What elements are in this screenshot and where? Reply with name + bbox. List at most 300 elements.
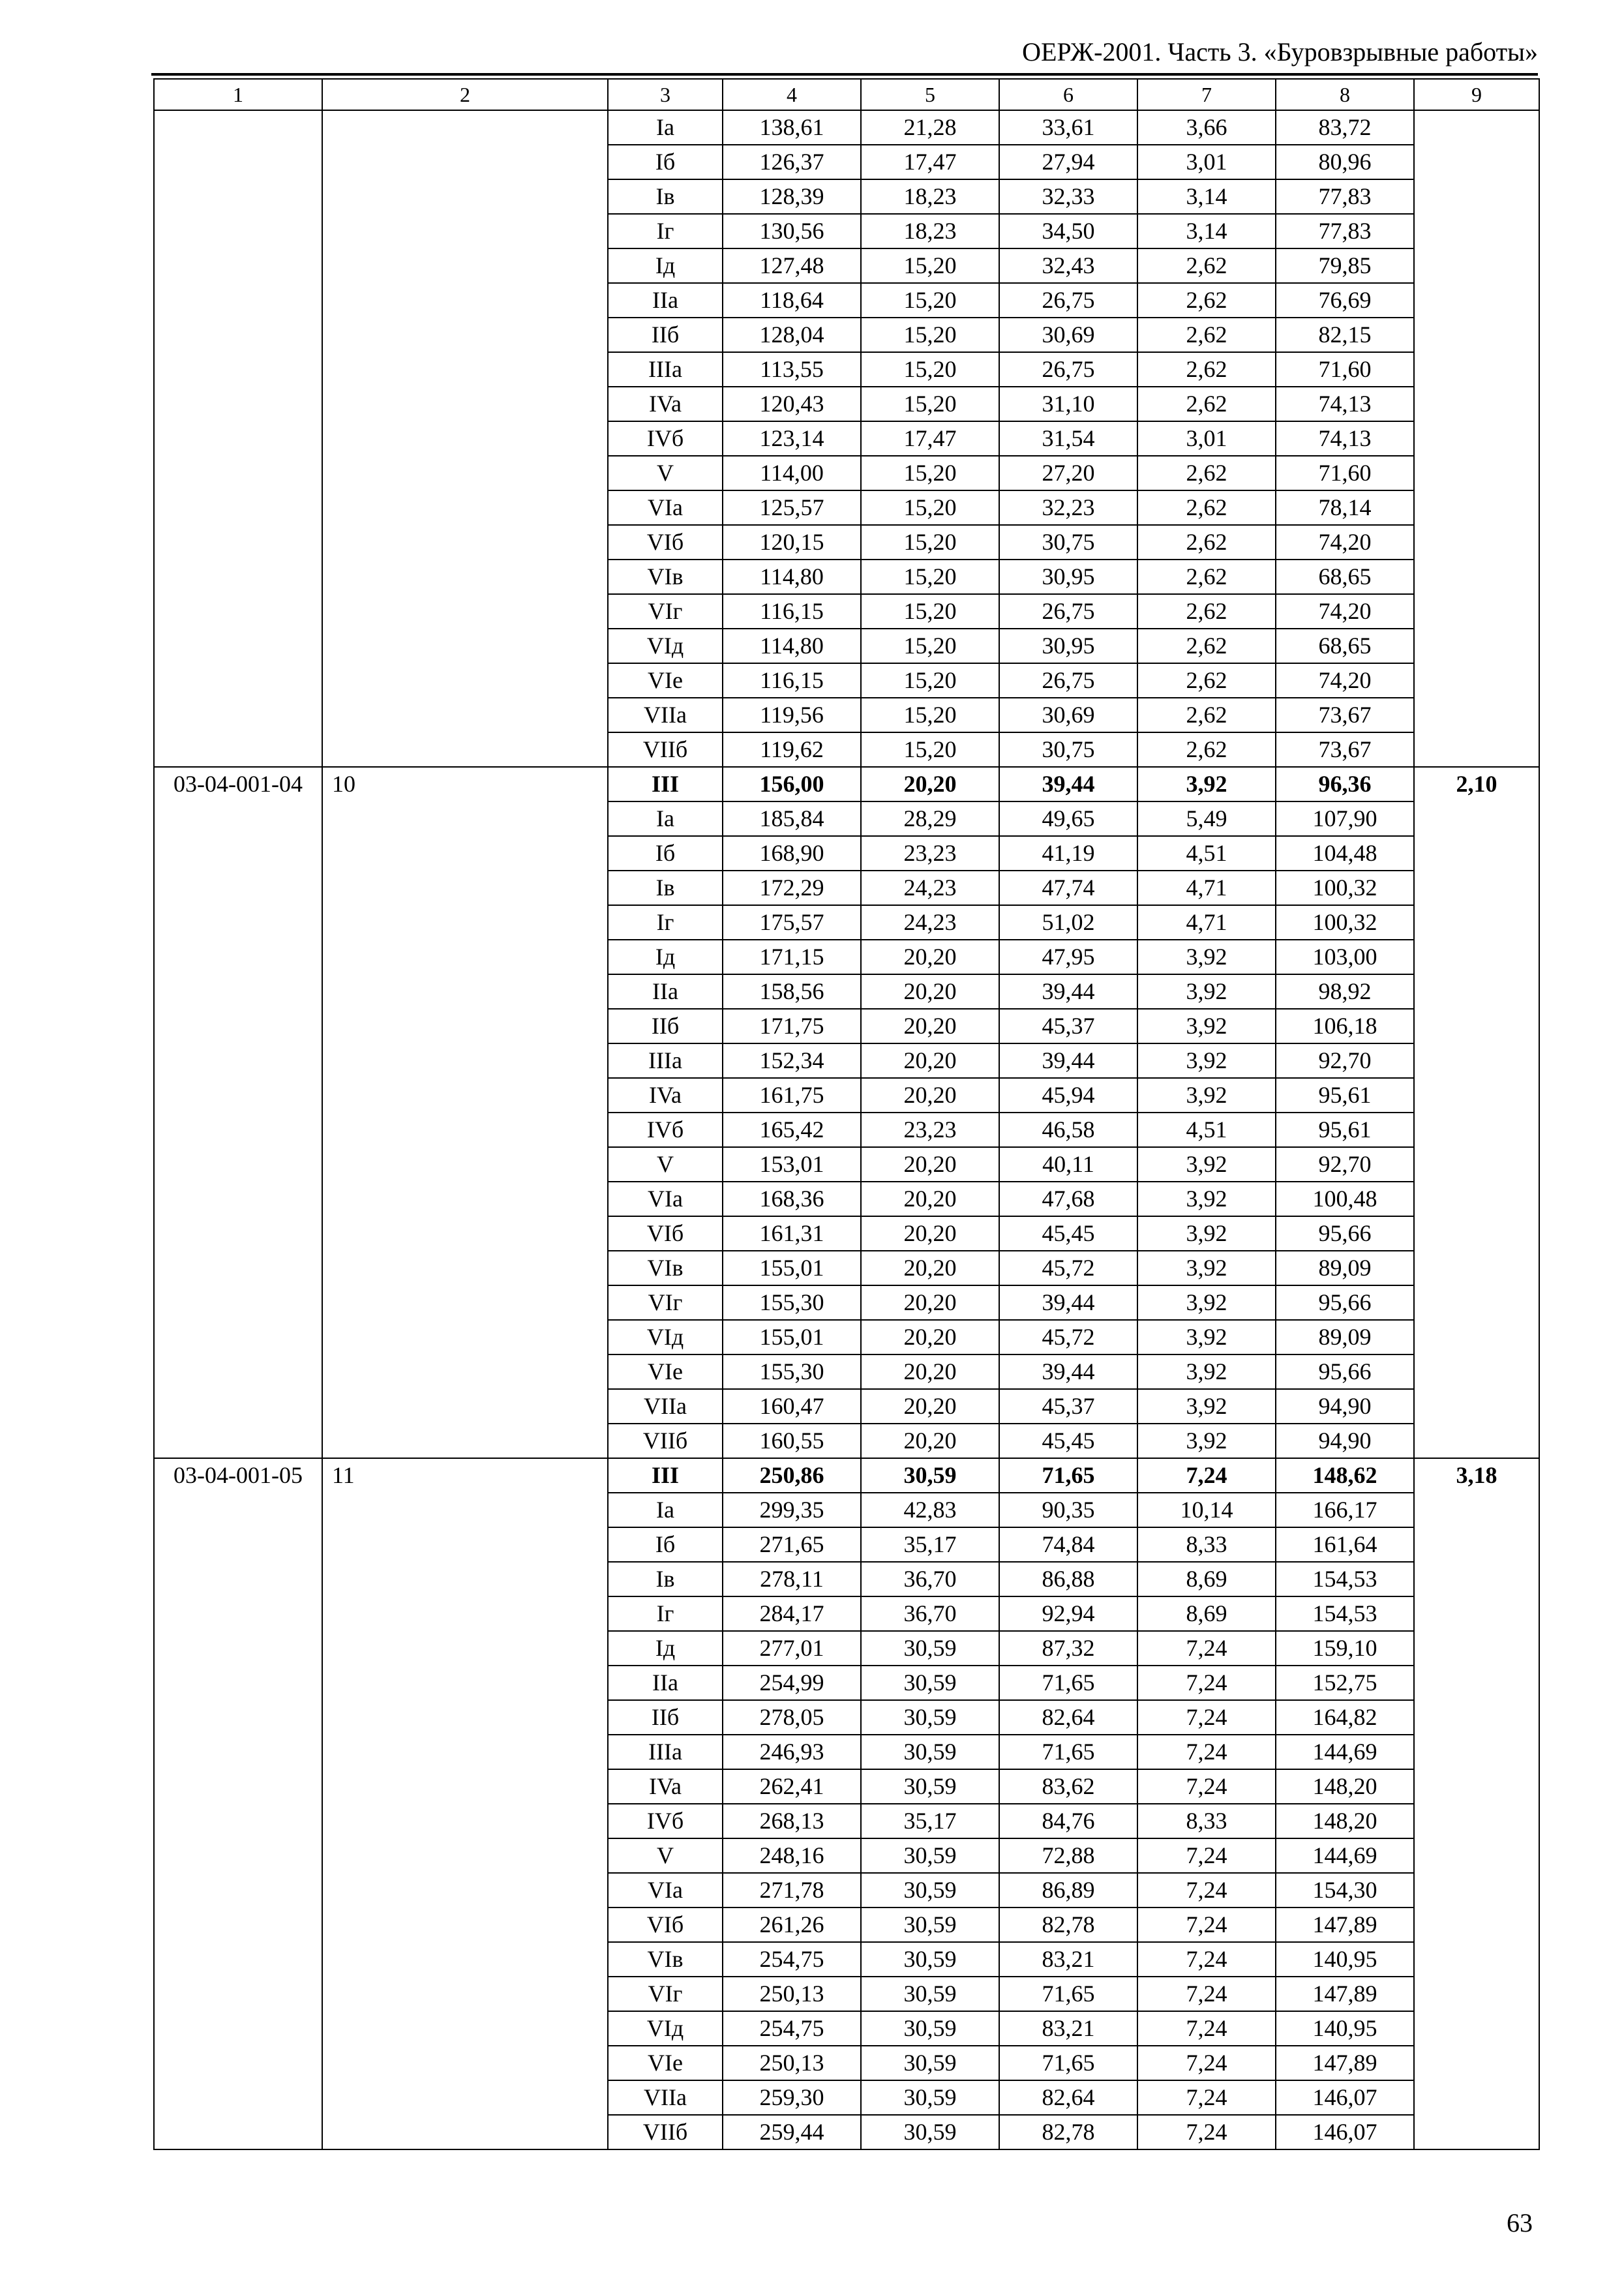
- value-cell: 148,62: [1276, 1458, 1414, 1493]
- value-cell: 159,10: [1276, 1631, 1414, 1666]
- value-cell: 73,67: [1276, 698, 1414, 732]
- category-cell: IVб: [608, 421, 723, 456]
- value-cell: 83,21: [999, 2011, 1137, 2046]
- value-cell: 3,92: [1137, 940, 1276, 974]
- value-cell: 156,00: [723, 767, 861, 801]
- value-cell: 116,15: [723, 594, 861, 629]
- value-cell: 39,44: [999, 974, 1137, 1009]
- value-cell: 2,62: [1137, 490, 1276, 525]
- value-cell: 18,23: [861, 179, 999, 214]
- value-cell: 95,66: [1276, 1216, 1414, 1251]
- value-cell: 254,75: [723, 1942, 861, 1977]
- value-cell: 73,67: [1276, 732, 1414, 767]
- value-cell: 127,48: [723, 248, 861, 283]
- rate-number: 10: [322, 767, 608, 1458]
- value-cell: 45,37: [999, 1009, 1137, 1043]
- value-cell: 3,92: [1137, 1078, 1276, 1113]
- value-cell: 3,92: [1137, 1320, 1276, 1354]
- value-cell: 126,37: [723, 145, 861, 179]
- value-cell: 94,90: [1276, 1389, 1414, 1424]
- value-cell: 28,29: [861, 801, 999, 836]
- value-cell: 89,09: [1276, 1251, 1414, 1285]
- value-cell: 20,20: [861, 1009, 999, 1043]
- rate-number: 11: [322, 1458, 608, 2149]
- value-cell: 30,75: [999, 732, 1137, 767]
- value-cell: 98,92: [1276, 974, 1414, 1009]
- value-cell: 95,66: [1276, 1285, 1414, 1320]
- value-cell: 278,11: [723, 1562, 861, 1596]
- value-cell: 7,24: [1137, 1873, 1276, 1908]
- header-rule: [151, 73, 1538, 76]
- value-cell: 20,20: [861, 1182, 999, 1216]
- category-cell: IIa: [608, 283, 723, 318]
- value-cell: 15,20: [861, 663, 999, 698]
- value-cell: 120,43: [723, 387, 861, 421]
- value-cell: 90,35: [999, 1493, 1137, 1527]
- value-cell: 259,44: [723, 2115, 861, 2149]
- value-cell: 32,23: [999, 490, 1137, 525]
- value-cell: 254,75: [723, 2011, 861, 2046]
- value-cell: 15,20: [861, 318, 999, 352]
- category-cell: VIв: [608, 1251, 723, 1285]
- value-cell: 30,75: [999, 525, 1137, 560]
- category-cell: VIг: [608, 1285, 723, 1320]
- value-cell: 86,88: [999, 1562, 1137, 1596]
- value-cell: 20,20: [861, 1043, 999, 1078]
- category-cell: Iв: [608, 871, 723, 905]
- value-cell: 7,24: [1137, 1977, 1276, 2011]
- value-cell: 8,69: [1137, 1596, 1276, 1631]
- value-cell: 114,80: [723, 629, 861, 663]
- value-cell: 51,02: [999, 905, 1137, 940]
- value-cell: 250,13: [723, 2046, 861, 2080]
- category-cell: Iб: [608, 145, 723, 179]
- value-cell: 165,42: [723, 1113, 861, 1147]
- value-cell: 30,95: [999, 560, 1137, 594]
- value-cell: 2,62: [1137, 698, 1276, 732]
- value-cell: 32,43: [999, 248, 1137, 283]
- value-cell: 3,01: [1137, 421, 1276, 456]
- value-cell: 7,24: [1137, 1666, 1276, 1700]
- value-cell: 79,85: [1276, 248, 1414, 283]
- value-cell: 254,99: [723, 1666, 861, 1700]
- value-cell: 7,24: [1137, 1908, 1276, 1942]
- value-cell: 92,70: [1276, 1147, 1414, 1182]
- value-cell: 39,44: [999, 1285, 1137, 1320]
- page-number: 63: [1507, 2208, 1533, 2237]
- value-cell: 3,92: [1137, 1285, 1276, 1320]
- category-cell: IVб: [608, 1113, 723, 1147]
- value-cell: 45,37: [999, 1389, 1137, 1424]
- value-cell: 119,56: [723, 698, 861, 732]
- value-cell: 45,72: [999, 1251, 1137, 1285]
- value-cell: 161,64: [1276, 1527, 1414, 1562]
- category-cell: VIб: [608, 1216, 723, 1251]
- value-cell: 30,59: [861, 1700, 999, 1735]
- category-cell: III: [608, 1458, 723, 1493]
- column-header: 6: [999, 79, 1137, 110]
- value-cell: 155,01: [723, 1251, 861, 1285]
- column-header: 4: [723, 79, 861, 110]
- value-cell: 161,75: [723, 1078, 861, 1113]
- value-cell: 268,13: [723, 1804, 861, 1838]
- value-cell: 82,78: [999, 1908, 1137, 1942]
- value-cell: 3,92: [1137, 1354, 1276, 1389]
- value-cell: 116,15: [723, 663, 861, 698]
- value-cell: 2,62: [1137, 283, 1276, 318]
- category-cell: VIIб: [608, 1424, 723, 1458]
- value-cell: 30,59: [861, 1769, 999, 1804]
- category-cell: VIe: [608, 663, 723, 698]
- value-cell: 47,95: [999, 940, 1137, 974]
- rates-table: [153, 78, 1540, 2150]
- value-cell: 20,20: [861, 1078, 999, 1113]
- category-cell: VIIa: [608, 698, 723, 732]
- value-cell: 155,30: [723, 1354, 861, 1389]
- value-cell: 82,64: [999, 1700, 1137, 1735]
- column-header: 2: [322, 79, 608, 110]
- category-cell: IIIa: [608, 352, 723, 387]
- value-cell: 30,69: [999, 318, 1137, 352]
- value-cell: 83,72: [1276, 110, 1414, 145]
- value-cell: 96,36: [1276, 767, 1414, 801]
- category-cell: VIд: [608, 2011, 723, 2046]
- value-cell: 2,62: [1137, 732, 1276, 767]
- value-cell: 27,20: [999, 456, 1137, 490]
- value-cell: 35,17: [861, 1804, 999, 1838]
- value-cell: 261,26: [723, 1908, 861, 1942]
- value-cell: 128,04: [723, 318, 861, 352]
- value-cell: 92,94: [999, 1596, 1137, 1631]
- value-cell: 86,89: [999, 1873, 1137, 1908]
- value-cell: 30,59: [861, 1458, 999, 1493]
- value-cell: 250,86: [723, 1458, 861, 1493]
- value-cell: 83,21: [999, 1942, 1137, 1977]
- value-cell: 26,75: [999, 594, 1137, 629]
- value-cell: 7,24: [1137, 2080, 1276, 2115]
- value-cell: 168,36: [723, 1182, 861, 1216]
- value-cell: 30,59: [861, 2011, 999, 2046]
- category-cell: IIб: [608, 1009, 723, 1043]
- value-cell: 15,20: [861, 698, 999, 732]
- value-cell: 36,70: [861, 1562, 999, 1596]
- value-cell: 74,13: [1276, 421, 1414, 456]
- value-cell: 15,20: [861, 387, 999, 421]
- category-cell: VIIa: [608, 1389, 723, 1424]
- value-cell: 20,20: [861, 1285, 999, 1320]
- value-cell: 71,65: [999, 1458, 1137, 1493]
- value-cell: 95,61: [1276, 1078, 1414, 1113]
- table-row: [154, 1458, 1539, 1493]
- column-number-row: [154, 79, 1539, 110]
- category-cell: VIa: [608, 1182, 723, 1216]
- value-cell: 26,75: [999, 663, 1137, 698]
- value-cell: 15,20: [861, 490, 999, 525]
- value-cell: 153,01: [723, 1147, 861, 1182]
- category-cell: IVa: [608, 387, 723, 421]
- value-cell: 94,90: [1276, 1424, 1414, 1458]
- value-cell: 2,62: [1137, 525, 1276, 560]
- value-cell: 30,59: [861, 1631, 999, 1666]
- category-cell: VIд: [608, 1320, 723, 1354]
- category-cell: V: [608, 456, 723, 490]
- value-cell: 8,33: [1137, 1527, 1276, 1562]
- value-cell: 2,62: [1137, 318, 1276, 352]
- value-cell: 45,45: [999, 1424, 1137, 1458]
- value-cell: 3,01: [1137, 145, 1276, 179]
- value-cell: 40,11: [999, 1147, 1137, 1182]
- value-cell: 148,20: [1276, 1804, 1414, 1838]
- value-cell: 7,24: [1137, 1700, 1276, 1735]
- value-cell: 144,69: [1276, 1838, 1414, 1873]
- category-cell: Iб: [608, 836, 723, 871]
- value-cell: 30,69: [999, 698, 1137, 732]
- value-cell: 118,64: [723, 283, 861, 318]
- value-cell: 164,82: [1276, 1700, 1414, 1735]
- value-cell: 100,32: [1276, 871, 1414, 905]
- category-cell: V: [608, 1147, 723, 1182]
- value-cell: 24,23: [861, 871, 999, 905]
- value-cell: 2,62: [1137, 594, 1276, 629]
- value-cell: 15,20: [861, 525, 999, 560]
- value-cell: 20,20: [861, 1424, 999, 1458]
- value-cell: 95,61: [1276, 1113, 1414, 1147]
- value-cell: 3,66: [1137, 110, 1276, 145]
- value-cell: 15,20: [861, 560, 999, 594]
- value-cell: 7,24: [1137, 1631, 1276, 1666]
- value-cell: 20,20: [861, 1216, 999, 1251]
- category-cell: IIa: [608, 1666, 723, 1700]
- value-cell: 30,59: [861, 1977, 999, 2011]
- category-cell: VIв: [608, 1942, 723, 1977]
- value-cell: 89,09: [1276, 1320, 1414, 1354]
- value-cell: 30,59: [861, 1666, 999, 1700]
- value-cell: 10,14: [1137, 1493, 1276, 1527]
- value-cell: 125,57: [723, 490, 861, 525]
- value-cell: 20,20: [861, 1354, 999, 1389]
- value-cell: 168,90: [723, 836, 861, 871]
- value-cell: 15,20: [861, 248, 999, 283]
- value-cell: 27,94: [999, 145, 1137, 179]
- value-cell: 71,60: [1276, 352, 1414, 387]
- value-cell: 82,78: [999, 2115, 1137, 2149]
- category-cell: Iв: [608, 179, 723, 214]
- value-cell: 100,48: [1276, 1182, 1414, 1216]
- category-cell: VIe: [608, 2046, 723, 2080]
- value-cell: 147,89: [1276, 2046, 1414, 2080]
- value-cell: 161,31: [723, 1216, 861, 1251]
- value-cell: 15,20: [861, 629, 999, 663]
- value-cell: 46,58: [999, 1113, 1137, 1147]
- value-cell: 74,20: [1276, 594, 1414, 629]
- value-cell: 20,20: [861, 974, 999, 1009]
- column-header: 7: [1137, 79, 1276, 110]
- value-cell: 160,55: [723, 1424, 861, 1458]
- value-cell: 30,59: [861, 1735, 999, 1769]
- value-cell: 3,14: [1137, 214, 1276, 248]
- value-cell: 7,24: [1137, 1458, 1276, 1493]
- value-cell: 144,69: [1276, 1735, 1414, 1769]
- value-cell: 23,23: [861, 836, 999, 871]
- value-cell: 33,61: [999, 110, 1137, 145]
- column-9-value: [1414, 110, 1539, 767]
- value-cell: 2,62: [1137, 629, 1276, 663]
- category-cell: VIб: [608, 525, 723, 560]
- value-cell: 31,54: [999, 421, 1137, 456]
- category-cell: Iд: [608, 1631, 723, 1666]
- value-cell: 39,44: [999, 1043, 1137, 1078]
- value-cell: 8,69: [1137, 1562, 1276, 1596]
- value-cell: 18,23: [861, 214, 999, 248]
- value-cell: 3,92: [1137, 1424, 1276, 1458]
- value-cell: 154,30: [1276, 1873, 1414, 1908]
- value-cell: 92,70: [1276, 1043, 1414, 1078]
- value-cell: 160,47: [723, 1389, 861, 1424]
- value-cell: 3,92: [1137, 1147, 1276, 1182]
- category-cell: IIIa: [608, 1043, 723, 1078]
- value-cell: 3,92: [1137, 1043, 1276, 1078]
- table-row: [154, 110, 1539, 145]
- value-cell: 148,20: [1276, 1769, 1414, 1804]
- value-cell: 250,13: [723, 1977, 861, 2011]
- value-cell: 103,00: [1276, 940, 1414, 974]
- value-cell: 20,20: [861, 1320, 999, 1354]
- category-cell: Ia: [608, 801, 723, 836]
- value-cell: 262,41: [723, 1769, 861, 1804]
- category-cell: III: [608, 767, 723, 801]
- value-cell: 171,75: [723, 1009, 861, 1043]
- category-cell: VIб: [608, 1908, 723, 1942]
- rate-code: 03-04-001-05: [154, 1458, 322, 2149]
- category-cell: Ia: [608, 110, 723, 145]
- value-cell: 36,70: [861, 1596, 999, 1631]
- value-cell: 2,62: [1137, 456, 1276, 490]
- category-cell: IIб: [608, 318, 723, 352]
- value-cell: 3,92: [1137, 1009, 1276, 1043]
- value-cell: 21,28: [861, 110, 999, 145]
- value-cell: 7,24: [1137, 1942, 1276, 1977]
- value-cell: 39,44: [999, 767, 1137, 801]
- value-cell: 155,01: [723, 1320, 861, 1354]
- value-cell: 7,24: [1137, 1838, 1276, 1873]
- value-cell: 31,10: [999, 387, 1137, 421]
- value-cell: 77,83: [1276, 179, 1414, 214]
- value-cell: 4,51: [1137, 1113, 1276, 1147]
- column-9-value: 2,10: [1414, 767, 1539, 1458]
- value-cell: 47,68: [999, 1182, 1137, 1216]
- category-cell: VIв: [608, 560, 723, 594]
- value-cell: 154,53: [1276, 1562, 1414, 1596]
- value-cell: 114,80: [723, 560, 861, 594]
- value-cell: 76,69: [1276, 283, 1414, 318]
- value-cell: 20,20: [861, 767, 999, 801]
- value-cell: 2,62: [1137, 560, 1276, 594]
- value-cell: 3,92: [1137, 767, 1276, 801]
- value-cell: 20,20: [861, 1251, 999, 1285]
- value-cell: 7,24: [1137, 2011, 1276, 2046]
- value-cell: 80,96: [1276, 145, 1414, 179]
- category-cell: VIг: [608, 594, 723, 629]
- value-cell: 20,20: [861, 1389, 999, 1424]
- value-cell: 23,23: [861, 1113, 999, 1147]
- value-cell: 5,49: [1137, 801, 1276, 836]
- column-header: 3: [608, 79, 723, 110]
- column-header: 8: [1276, 79, 1414, 110]
- value-cell: 175,57: [723, 905, 861, 940]
- value-cell: 3,14: [1137, 179, 1276, 214]
- value-cell: 277,01: [723, 1631, 861, 1666]
- value-cell: 120,15: [723, 525, 861, 560]
- value-cell: 7,24: [1137, 2046, 1276, 2080]
- column-header: 5: [861, 79, 999, 110]
- table-body: [154, 110, 1539, 2149]
- value-cell: 82,15: [1276, 318, 1414, 352]
- value-cell: 30,59: [861, 2046, 999, 2080]
- value-cell: 68,65: [1276, 629, 1414, 663]
- value-cell: 4,71: [1137, 871, 1276, 905]
- value-cell: 30,59: [861, 1873, 999, 1908]
- value-cell: 41,19: [999, 836, 1137, 871]
- value-cell: 4,51: [1137, 836, 1276, 871]
- category-cell: IIб: [608, 1700, 723, 1735]
- category-cell: VIIб: [608, 2115, 723, 2149]
- value-cell: 24,23: [861, 905, 999, 940]
- value-cell: 45,72: [999, 1320, 1137, 1354]
- value-cell: 83,62: [999, 1769, 1137, 1804]
- value-cell: 39,44: [999, 1354, 1137, 1389]
- value-cell: 87,32: [999, 1631, 1137, 1666]
- value-cell: 30,59: [861, 1942, 999, 1977]
- value-cell: 147,89: [1276, 1908, 1414, 1942]
- value-cell: 3,92: [1137, 1251, 1276, 1285]
- value-cell: 30,95: [999, 629, 1137, 663]
- value-cell: 68,65: [1276, 560, 1414, 594]
- category-cell: VIг: [608, 1977, 723, 2011]
- column-9-value: 3,18: [1414, 1458, 1539, 2149]
- value-cell: 35,17: [861, 1527, 999, 1562]
- value-cell: 284,17: [723, 1596, 861, 1631]
- category-cell: Iд: [608, 248, 723, 283]
- value-cell: 7,24: [1137, 1769, 1276, 1804]
- value-cell: 45,45: [999, 1216, 1137, 1251]
- value-cell: 3,92: [1137, 1216, 1276, 1251]
- value-cell: 128,39: [723, 179, 861, 214]
- category-cell: VIe: [608, 1354, 723, 1389]
- value-cell: 119,62: [723, 732, 861, 767]
- value-cell: 2,62: [1137, 352, 1276, 387]
- category-cell: Iв: [608, 1562, 723, 1596]
- value-cell: 26,75: [999, 352, 1137, 387]
- column-header: 9: [1414, 79, 1539, 110]
- category-cell: Iб: [608, 1527, 723, 1562]
- value-cell: 2,62: [1137, 663, 1276, 698]
- value-cell: 74,20: [1276, 663, 1414, 698]
- value-cell: 7,24: [1137, 1735, 1276, 1769]
- value-cell: 123,14: [723, 421, 861, 456]
- value-cell: 15,20: [861, 594, 999, 629]
- value-cell: 271,65: [723, 1527, 861, 1562]
- value-cell: 154,53: [1276, 1596, 1414, 1631]
- value-cell: 171,15: [723, 940, 861, 974]
- category-cell: IIa: [608, 974, 723, 1009]
- value-cell: 77,83: [1276, 214, 1414, 248]
- value-cell: 71,65: [999, 1735, 1137, 1769]
- value-cell: 4,71: [1137, 905, 1276, 940]
- category-cell: IIIa: [608, 1735, 723, 1769]
- category-cell: Iд: [608, 940, 723, 974]
- table-row: [154, 767, 1539, 801]
- value-cell: 146,07: [1276, 2080, 1414, 2115]
